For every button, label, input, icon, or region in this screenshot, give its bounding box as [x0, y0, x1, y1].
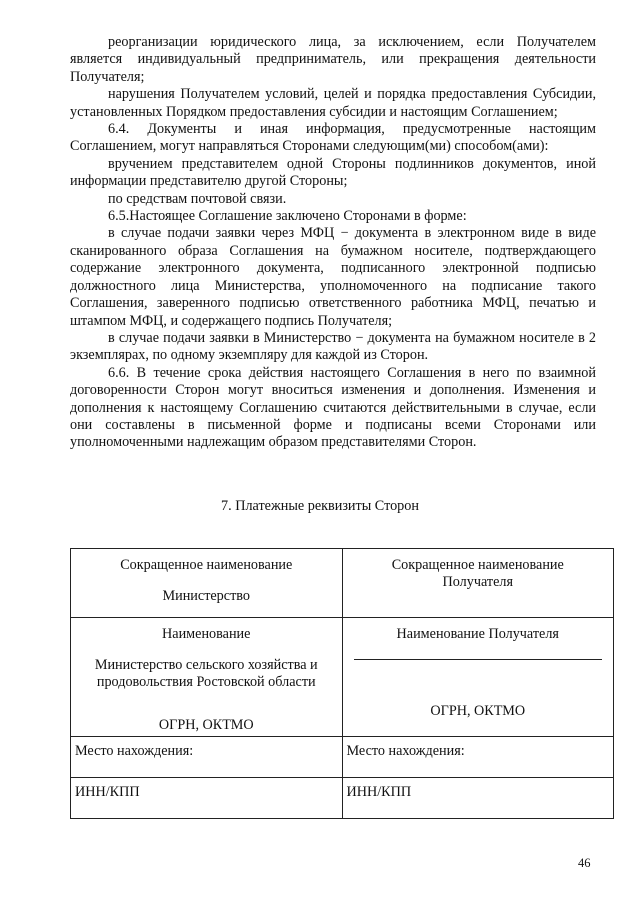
location-label: Место нахождения: [75, 743, 194, 759]
table-cell [342, 618, 614, 737]
page-number: 46 [578, 856, 591, 870]
name-label: Наименование Получателя [396, 626, 559, 642]
name-value-line: продовольствия Ростовской области [96, 674, 316, 690]
name-label: Наименование [162, 626, 251, 642]
paragraph: 6.6. В течение срока действия настоящего Соглашения в него по взаимной договоренности Сторон могут вноситься изменения и дополнения. Изменения и дополнения к настоящему Соглашению считаются действительными в случае, если они составлены в письменной форме и подписаны всеми Сторонами или уполномоченными надлежащим образом представителями Сторон. [70, 364, 596, 451]
table-cell [342, 737, 614, 778]
paragraph: реорганизации юридического лица, за исключением, если Получателем является индивидуальный предприниматель, или прекращения деятельности Получателя; [70, 34, 596, 85]
paragraph: нарушения Получателем условий, целей и порядка предоставления Субсидии, установленных Порядком предоставления субсидии и настоящим Соглашением; [70, 86, 596, 120]
section-title: 7. Платежные реквизиты Сторон [221, 498, 419, 514]
table-cell [71, 778, 343, 819]
table-row [71, 618, 614, 737]
table-row [71, 737, 614, 778]
location-label: Место нахождения: [346, 743, 465, 759]
paragraph: 6.4. Документы и иная информация, предусмотренные настоящим Соглашением, могут направляться Сторонами следующим(ми) способом(ами): [70, 121, 596, 155]
table-cell [342, 778, 614, 819]
paragraph: по средствам почтовой связи. [108, 190, 287, 207]
table-cell [71, 549, 343, 618]
table-cell [71, 737, 343, 778]
paragraph: вручением представителем одной Стороны подлинников документов, иной информации представителю другой Стороны; [70, 155, 596, 190]
name-value-line: Министерство сельского хозяйства и [94, 657, 318, 673]
short-name-label: Сокращенное наименование [120, 557, 293, 573]
table-cell [342, 549, 614, 618]
body-text [70, 34, 596, 452]
ogrn-label: ОГРН, ОКТМО [430, 703, 526, 719]
paragraph: в случае подачи заявки через МФЦ − документа в электронном виде в виде сканированного образа Соглашения на бумажном носителе, подтверждающего содержание электронного документа, подписанного электронной подписью должностного лица Министерства, уполномоченного на подписание такого Соглашения, заверенного подписью ответственного работника МФЦ, печатью и штампом МФЦ, и содержащего подпись Получателя; [70, 225, 596, 329]
payment-details-table [70, 548, 614, 819]
inn-label: ИНН/КПП [75, 784, 140, 800]
table-cell [71, 618, 343, 737]
paragraph: 6.5.Настоящее Соглашение заключено Сторонами в форме: [108, 208, 467, 225]
ogrn-label: ОГРН, ОКТМО [158, 717, 254, 733]
inn-label: ИНН/КПП [346, 784, 412, 800]
table-row [71, 778, 614, 819]
short-name-label: Сокращенное наименование Получателя [391, 557, 564, 590]
table-row [71, 549, 614, 618]
short-name-value: Министерство [162, 588, 250, 604]
paragraph: в случае подачи заявки в Министерство − документа на бумажном носителе в 2 экземплярах, по одному экземпляру для каждой из Сторон. [70, 329, 596, 364]
